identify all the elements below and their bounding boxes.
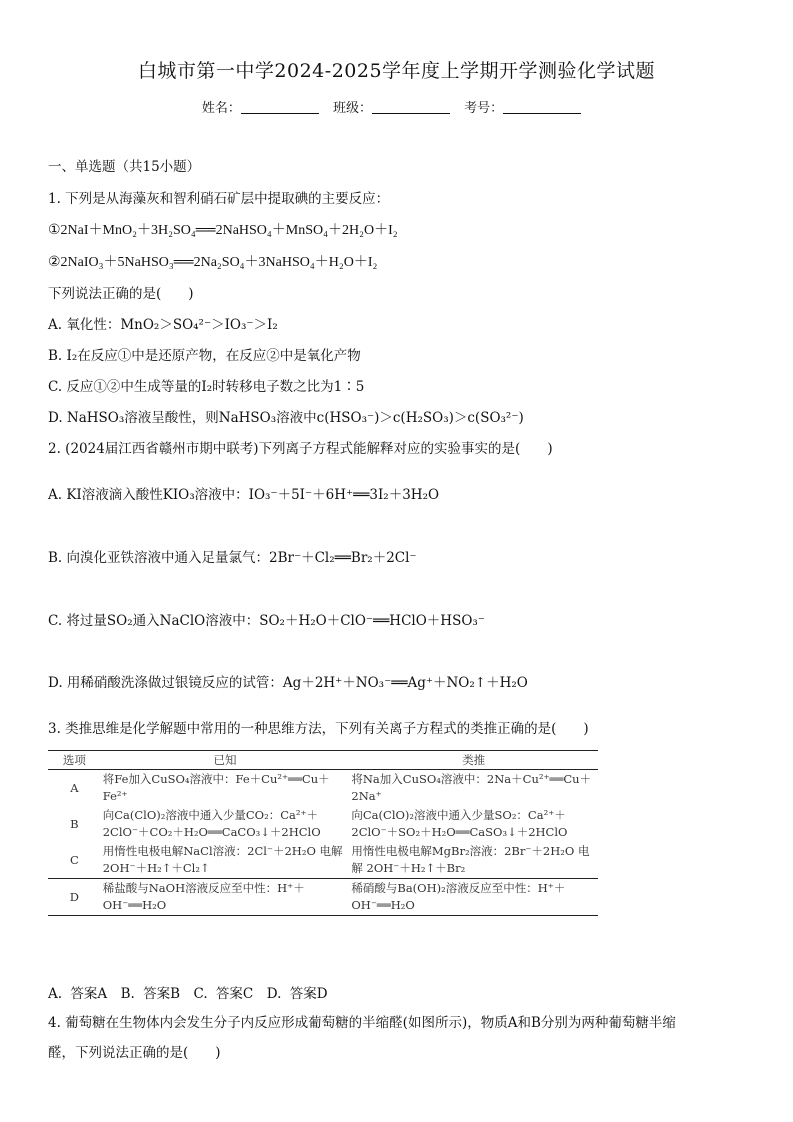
q3-row-option: D (48, 879, 101, 916)
class-blank (372, 100, 450, 114)
q4-stem-line-1: 4. 葡萄糖在生物体内会发生分子内反应形成葡萄糖的半缩醛(如图所示)，物质A和B分别为两种葡萄糖半缩 (48, 1015, 676, 1031)
q3-header-analog: 类推 (349, 751, 598, 770)
q3-row-option: C (69, 853, 79, 867)
q1-option-d: D. NaHSO₃溶液呈酸性，则NaHSO₃溶液中c(HSO₃⁻)＞c(H₂SO₃)＞c(SO₃²⁻) (48, 410, 524, 426)
q3-row-option: B (70, 817, 79, 831)
q2-option-a: A. KI溶液滴入酸性KIO₃溶液中：IO₃⁻＋5I⁻＋6H⁺══3I₂＋3H₂O (48, 487, 440, 503)
q2-option-c: C. 将过量SO₂通入NaClO溶液中：SO₂＋H₂O＋ClO⁻══HClO＋HSO₃⁻ (48, 613, 485, 629)
q3-row-known: 用惰性电极电解NaCl溶液：2Cl⁻＋2H₂O 电解 2OH⁻＋H₂↑＋Cl₂↑ (102, 844, 343, 875)
q3-row-analog: 稀硝酸与Ba(OH)₂溶液反应至中性：H⁺＋OH⁻══H₂O (349, 879, 598, 916)
q3-row-option: A (70, 781, 79, 795)
q2-stem: 2. (2024届江西省赣州市期中联考)下列离子方程式能解释对应的实验事实的是( ) (48, 441, 553, 457)
q1-option-c: C. 反应①②中生成等量的I₂时转移电子数之比为1∶5 (48, 379, 365, 395)
q1-reaction-2: ②2NaIO₃＋5NaHSO₃══2Na₂SO₄＋3NaHSO₄＋H₂O＋I₂ (48, 255, 378, 270)
number-blank (503, 100, 581, 114)
q3-table (48, 750, 598, 916)
q3-row-analog: 向Ca(ClO)₂溶液中通入少量SO₂：Ca²⁺＋2ClO⁻＋SO₂＋H₂O══CaSO₃↓＋2HClO (351, 808, 568, 839)
q3-answer-options: A. 答案A B. 答案B C. 答案C D. 答案D (48, 986, 328, 1002)
number-label: 考号： (464, 101, 504, 116)
q3-stem: 3. 类推思维是化学解题中常用的一种思维方法，下列有关离子方程式的类推正确的是( ) (48, 721, 589, 737)
q1-option-a: A. 氧化性：MnO₂＞SO₄²⁻＞IO₃⁻＞I₂ (48, 317, 278, 333)
table-row (48, 806, 598, 842)
q3-table-header (48, 751, 598, 770)
table-row (48, 879, 598, 916)
student-info (0, 97, 793, 116)
q1-option-b: B. I₂在反应①中是还原产物，在反应②中是氧化产物 (48, 348, 361, 364)
q3-row-known: 将Fe加入CuSO₄溶液中：Fe＋Cu²⁺══Cu＋Fe²⁺ (102, 772, 330, 803)
q1-reaction-1: ①2NaI＋MnO₂＋3H₂SO₄══2NaHSO₄＋MnSO₄＋2H₂O＋I₂ (48, 223, 398, 238)
q1-ask: 下列说法正确的是( ) (48, 286, 194, 302)
q3-row-known: 向Ca(ClO)₂溶液中通入少量CO₂：Ca²⁺＋2ClO⁻＋CO₂＋H₂O══CaCO₃↓＋2HClO (102, 808, 321, 839)
section-heading: 一、单选题（共15小题） (48, 159, 201, 175)
q2-option-d: D. 用稀硝酸洗涤做过银镜反应的试管：Ag＋2H⁺＋NO₃⁻══Ag⁺＋NO₂↑＋H₂O (48, 675, 528, 691)
q4-stem-line-2: 醛，下列说法正确的是( ) (48, 1045, 221, 1061)
q1-stem: 1. 下列是从海藻灰和智利硝石矿层中提取碘的主要反应： (48, 191, 390, 207)
name-label: 姓名： (201, 101, 241, 116)
q3-header-option: 选项 (48, 751, 101, 770)
table-row (48, 770, 598, 807)
q2-option-b: B. 向溴化亚铁溶液中通入足量氯气：2Br⁻＋Cl₂══Br₂＋2Cl⁻ (48, 550, 417, 566)
q3-row-analog: 用惰性电极电解MgBr₂溶液：2Br⁻＋2H₂O 电解 2OH⁻＋H₂↑＋Br₂ (351, 844, 590, 875)
page-title: 白城市第一中学2024-2025学年度上学期开学测验化学试题 (137, 60, 656, 82)
q3-header-known: 已知 (101, 751, 350, 770)
name-blank (241, 100, 319, 114)
q3-row-analog: 将Na加入CuSO₄溶液中：2Na＋Cu²⁺══Cu＋2Na⁺ (351, 772, 592, 803)
q3-row-known: 稀盐酸与NaOH溶液反应至中性：H⁺＋OH⁻══H₂O (101, 879, 350, 916)
class-label: 班级： (332, 101, 372, 116)
table-row (48, 842, 598, 879)
